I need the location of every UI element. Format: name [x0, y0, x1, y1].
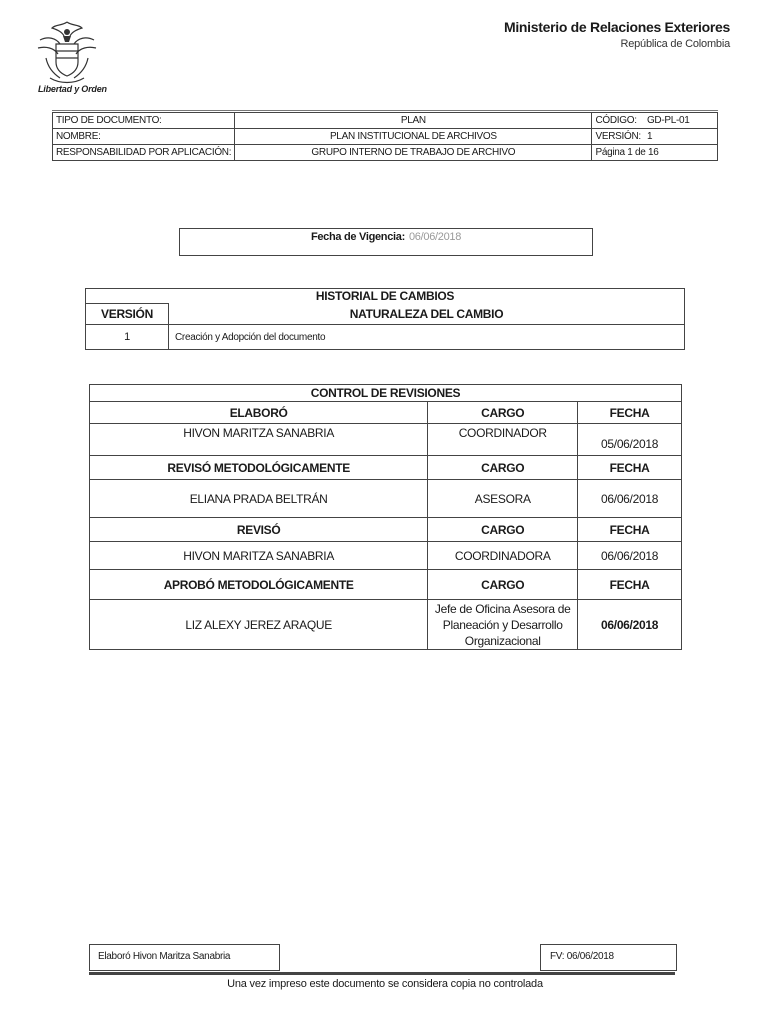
doc-version-value: 1	[644, 129, 718, 145]
reviso-fecha: 06/06/2018	[578, 542, 682, 570]
reviso-cargo: COORDINADORA	[428, 542, 578, 570]
change-history-title: HISTORIAL DE CAMBIOS	[86, 289, 685, 304]
table-row	[86, 325, 685, 350]
reviso-header: REVISÓ	[90, 518, 428, 542]
revision-control-table	[89, 384, 682, 650]
doc-name-label: NOMBRE:	[53, 129, 235, 145]
reviso-metodologicamente-header: REVISÓ METODOLÓGICAMENTE	[90, 456, 428, 480]
reviso-name: HIVON MARITZA SANABRIA	[90, 542, 428, 570]
history-version-cell: 1	[86, 325, 169, 350]
doc-name-row	[53, 129, 718, 145]
doc-version-label: VERSIÓN:	[592, 129, 644, 145]
doc-responsibility-row	[53, 145, 718, 161]
elaboro-fecha: 05/06/2018	[578, 424, 682, 456]
doc-type-value: PLAN	[235, 113, 592, 129]
reviso-header-row	[90, 518, 682, 542]
elaboro-header: ELABORÓ	[90, 402, 428, 424]
revision-control-title: CONTROL DE REVISIONES	[90, 385, 682, 402]
footer-fv: FV: 06/06/2018	[550, 951, 614, 962]
aprobo-metodologicamente-row	[90, 600, 682, 650]
fecha-header: FECHA	[578, 518, 682, 542]
doc-responsibility-label: RESPONSABILIDAD POR APLICACIÓN:	[53, 145, 235, 161]
vigencia-line	[180, 231, 592, 243]
history-description-cell: Creación y Adopción del documento	[169, 325, 685, 350]
doc-code-label: CÓDIGO:	[592, 113, 644, 129]
cargo-header: CARGO	[428, 402, 578, 424]
document-info-table	[52, 112, 718, 161]
version-column-header: VERSIÓN	[86, 304, 169, 325]
doc-code-value: GD-PL-01	[644, 113, 718, 129]
change-history-table	[85, 288, 685, 350]
doc-type-label: TIPO DE DOCUMENTO:	[53, 113, 235, 129]
aprobo-metodologicamente-name: LIZ ALEXY JEREZ ARAQUE	[90, 600, 428, 650]
reviso-metodologicamente-fecha: 06/06/2018	[578, 480, 682, 518]
doc-name-value: PLAN INSTITUCIONAL DE ARCHIVOS	[235, 129, 592, 145]
reviso-metodologicamente-row	[90, 480, 682, 518]
aprobo-metodologicamente-header: APROBÓ METODOLÓGICAMENTE	[90, 570, 428, 600]
footer-fv-box	[540, 944, 677, 971]
cargo-header: CARGO	[428, 518, 578, 542]
reviso-metodologicamente-name: ELIANA PRADA BELTRÁN	[90, 480, 428, 518]
fecha-header: FECHA	[578, 456, 682, 480]
footer-elaboro-box	[89, 944, 280, 971]
motto: Libertad y Orden	[38, 84, 107, 94]
footer-divider	[89, 972, 675, 975]
cargo-header: CARGO	[428, 456, 578, 480]
vigencia-label: Fecha de Vigencia:	[310, 231, 405, 243]
elaboro-cargo: COORDINADOR	[428, 424, 578, 456]
elaboro-row	[90, 424, 682, 456]
footer-elaboro: Elaboró Hivon Maritza Sanabria	[98, 951, 231, 962]
elaboro-header-row	[90, 402, 682, 424]
reviso-row	[90, 542, 682, 570]
elaboro-name: HIVON MARITZA SANABRIA	[90, 424, 428, 456]
aprobo-metodologicamente-cargo: Jefe de Oficina Asesora de Planeación y Desarrollo Organizacional	[428, 600, 578, 650]
aprobo-metodologicamente-fecha: 06/06/2018	[578, 600, 682, 650]
fecha-header: FECHA	[578, 402, 682, 424]
reviso-metodologicamente-cargo: ASESORA	[428, 480, 578, 518]
republic-subtitle: República de Colombia	[620, 38, 730, 50]
doc-responsibility-value: GRUPO INTERNO DE TRABAJO DE ARCHIVO	[235, 145, 592, 161]
aprobo-metodologicamente-header-row	[90, 570, 682, 600]
ministry-title: Ministerio de Relaciones Exteriores	[503, 19, 730, 35]
footer-note: Una vez impreso este documento se considera copia no controlada	[227, 978, 543, 990]
coat-of-arms-icon	[34, 18, 100, 88]
change-nature-column-header: NATURALEZA DEL CAMBIO	[169, 304, 685, 325]
reviso-metodologicamente-header-row	[90, 456, 682, 480]
vigencia-date: 06/06/2018	[408, 231, 462, 243]
doc-type-row	[53, 113, 718, 129]
vigencia-box	[179, 228, 593, 256]
doc-page-number: Página 1 de 16	[592, 145, 718, 161]
fecha-header: FECHA	[578, 570, 682, 600]
header-divider	[52, 110, 718, 111]
cargo-header: CARGO	[428, 570, 578, 600]
